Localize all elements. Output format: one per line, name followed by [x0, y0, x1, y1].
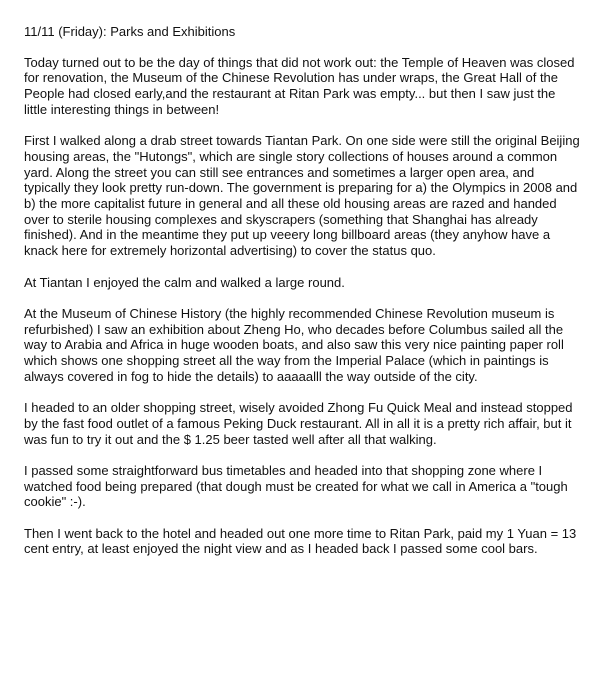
- paragraph-tiantan: At Tiantan I enjoyed the calm and walked a large round.: [24, 274, 345, 290]
- paragraph-ritan-park: Then I went back to the hotel and headed out one more time to Ritan Park, paid my 1 Yuan = 13 cent entry, at least enjoyed the night view and as I headed back I passed some cool bars.: [24, 525, 577, 557]
- entry-heading: 11/11 (Friday): Parks and Exhibitions: [24, 24, 236, 39]
- journal-page: [24, 24, 580, 573]
- paragraph-tiantan-walk: First I walked along a drab street towards Tiantan Park. On one side were still the original Beijing housing areas, the "Hutongs", which are single story collections of houses around a common yard. Along the street you can still see entrances and sometimes a larger open area, and typically they look pretty run-down. The government is preparing for a) the Olympics in 2008 and b) the more capitalist future in general and all these old housing areas are razed and handed over to sterile housing complexes and skyscrapers (something that Shanghai has already finished). And in the meantime they put up veeery long billboard areas (they anyhow have a knack here for extremely horizontal advertising) to cover the status quo.: [24, 133, 580, 259]
- paragraph-shopping-street: I headed to an older shopping street, wisely avoided Zhong Fu Quick Meal and instead stopped by the fast food outlet of a famous Peking Duck restaurant. All in all it is a pretty rich affair, but it was fun to try it out and the $ 1.25 beer tasted well after all that walking.: [24, 400, 573, 447]
- paragraph-bus-timetables: I passed some straightforward bus timetables and headed into that shopping zone where I watched food being prepared (that dough must be created for what we call in America a "tough cookie" :-).: [24, 462, 568, 510]
- paragraph-intro: Today turned out to be the day of things that did not work out: the Temple of Heaven was closed for renovation, the Museum of the Chinese Revolution has under wraps, the Great Hall of the People had closed early,and the restaurant at Ritan Park was empty... but then I saw just the little interesting things in between!: [24, 54, 575, 117]
- paragraph-museum: At the Museum of Chinese History (the highly recommended Chinese Revolution museum is refurbished) I saw an exhibition about Zheng Ho, who decades before Columbus sailed all the way to Arabia and Africa in huge wooden boats, and also saw this very nice painting paper roll which shows one shopping street all the way from the Imperial Palace (which in paintings is always covered in fog to hide the details) to aaaaalll the way outside of the city.: [24, 305, 564, 384]
